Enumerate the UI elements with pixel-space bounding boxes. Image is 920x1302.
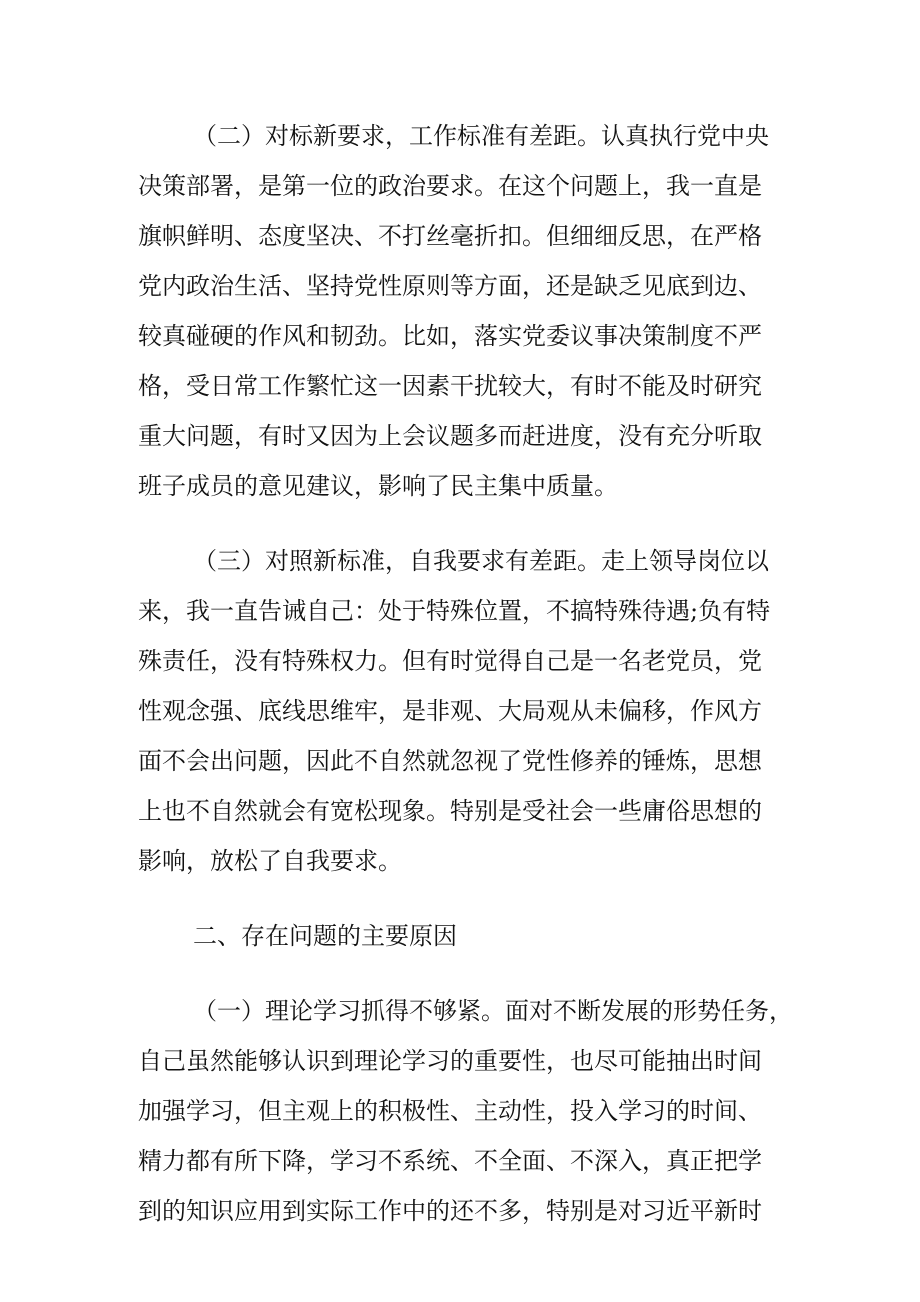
paragraph-line: 较真碰硬的作风和韧劲。比如，落实党委议事决策制度不严 — [138, 322, 762, 350]
paragraph-line: 殊责任，没有特殊权力。但有时觉得自己是一名老党员，党 — [138, 647, 762, 675]
paragraph-line: 旗帜鲜明、态度坚决、不打丝毫折扣。但细细反思，在严格 — [138, 222, 762, 250]
paragraph-line: 影响，放松了自我要求。 — [138, 847, 402, 875]
paragraph-line: 班子成员的意见建议，影响了民主集中质量。 — [138, 472, 618, 500]
paragraph-line: 决策部署，是第一位的政治要求。在这个问题上，我一直是 — [138, 172, 762, 200]
paragraph-line: 性观念强、底线思维牢，是非观、大局观从未偏移，作风方 — [138, 697, 762, 725]
paragraph-line: 格，受日常工作繁忙这一因素干扰较大，有时不能及时研究 — [138, 372, 762, 400]
paragraph-line: （三）对照新标准，自我要求有差距。走上领导岗位以 — [193, 547, 769, 575]
paragraph-line: （一）理论学习抓得不够紧。面对不断发展的形势任务， — [193, 997, 793, 1025]
paragraph-line: 重大问题，有时又因为上会议题多而赶进度，没有充分听取 — [138, 422, 762, 450]
paragraph-line: 党内政治生活、坚持党性原则等方面，还是缺乏见底到边、 — [138, 272, 762, 300]
paragraph-line: 精力都有所下降，学习不系统、不全面、不深入，真正把学 — [138, 1147, 762, 1175]
section-heading: 二、存在问题的主要原因 — [193, 922, 457, 950]
paragraph-line: 面不会出问题，因此不自然就忽视了党性修养的锤炼，思想 — [138, 747, 762, 775]
paragraph-line: （二）对标新要求，工作标准有差距。认真执行党中央 — [193, 122, 769, 150]
paragraph-line: 来，我一直告诫自己：处于特殊位置，不搞特殊待遇;负有特 — [138, 597, 771, 625]
paragraph-line: 加强学习，但主观上的积极性、主动性，投入学习的时间、 — [138, 1097, 762, 1125]
paragraph-line: 上也不自然就会有宽松现象。特别是受社会一些庸俗思想的 — [138, 797, 762, 825]
paragraph-line: 自己虽然能够认识到理论学习的重要性，也尽可能抽出时间 — [138, 1047, 762, 1075]
paragraph-line: 到的知识应用到实际工作中的还不多，特别是对习近平新时 — [138, 1197, 762, 1225]
